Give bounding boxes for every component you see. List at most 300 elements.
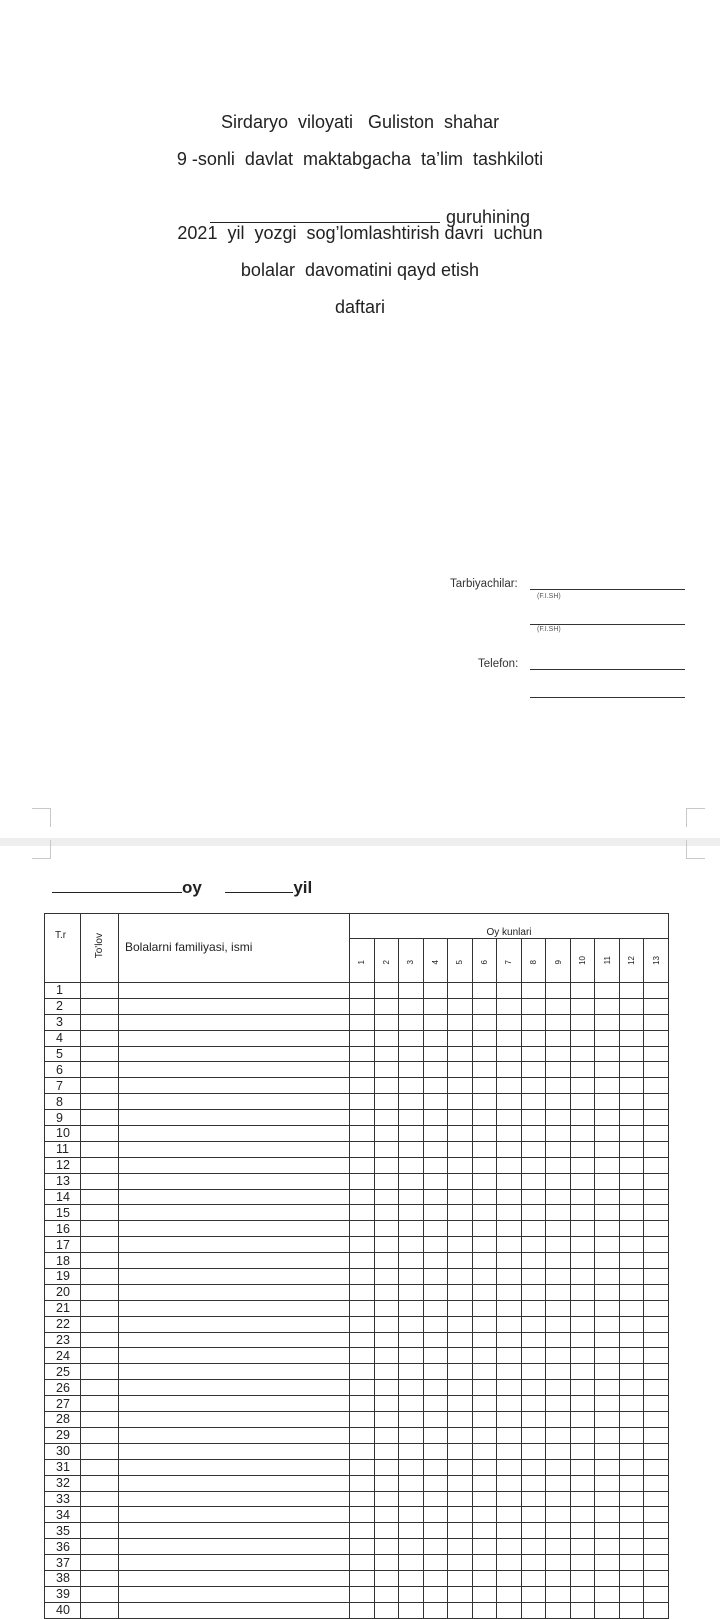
attendance-cell[interactable] (350, 1062, 375, 1078)
attendance-cell[interactable] (350, 1078, 375, 1094)
attendance-cell[interactable] (497, 1046, 522, 1062)
attendance-cell[interactable] (423, 1475, 448, 1491)
attendance-cell[interactable] (399, 1126, 424, 1142)
attendance-cell[interactable] (521, 1412, 546, 1428)
attendance-cell[interactable] (497, 1141, 522, 1157)
attendance-cell[interactable] (448, 1570, 473, 1586)
payment-cell[interactable] (81, 1221, 119, 1237)
attendance-cell[interactable] (448, 1539, 473, 1555)
attendance-cell[interactable] (570, 1189, 595, 1205)
child-name-cell[interactable] (119, 1269, 350, 1285)
payment-cell[interactable] (81, 1189, 119, 1205)
attendance-cell[interactable] (423, 1078, 448, 1094)
attendance-cell[interactable] (619, 1332, 644, 1348)
attendance-cell[interactable] (595, 1412, 620, 1428)
child-name-cell[interactable] (119, 1491, 350, 1507)
attendance-cell[interactable] (423, 1364, 448, 1380)
attendance-cell[interactable] (644, 1443, 669, 1459)
attendance-cell[interactable] (472, 1602, 497, 1618)
attendance-cell[interactable] (350, 1523, 375, 1539)
attendance-cell[interactable] (570, 1348, 595, 1364)
attendance-cell[interactable] (570, 1078, 595, 1094)
child-name-cell[interactable] (119, 998, 350, 1014)
attendance-cell[interactable] (472, 1157, 497, 1173)
attendance-cell[interactable] (399, 1443, 424, 1459)
attendance-cell[interactable] (472, 1523, 497, 1539)
attendance-cell[interactable] (521, 1046, 546, 1062)
attendance-cell[interactable] (497, 1523, 522, 1539)
attendance-cell[interactable] (521, 1443, 546, 1459)
attendance-cell[interactable] (595, 1205, 620, 1221)
attendance-cell[interactable] (619, 1173, 644, 1189)
attendance-cell[interactable] (374, 1570, 399, 1586)
attendance-cell[interactable] (619, 1157, 644, 1173)
attendance-cell[interactable] (521, 1523, 546, 1539)
month-blank[interactable] (52, 878, 182, 893)
attendance-cell[interactable] (595, 1332, 620, 1348)
attendance-cell[interactable] (521, 1459, 546, 1475)
attendance-cell[interactable] (497, 1269, 522, 1285)
child-name-cell[interactable] (119, 1348, 350, 1364)
attendance-cell[interactable] (350, 1380, 375, 1396)
payment-cell[interactable] (81, 1300, 119, 1316)
attendance-cell[interactable] (399, 1475, 424, 1491)
attendance-cell[interactable] (644, 1459, 669, 1475)
child-name-cell[interactable] (119, 1141, 350, 1157)
attendance-cell[interactable] (472, 983, 497, 999)
attendance-cell[interactable] (644, 1253, 669, 1269)
attendance-cell[interactable] (595, 1475, 620, 1491)
attendance-cell[interactable] (423, 1030, 448, 1046)
attendance-cell[interactable] (423, 1284, 448, 1300)
child-name-cell[interactable] (119, 1062, 350, 1078)
attendance-cell[interactable] (350, 1173, 375, 1189)
attendance-cell[interactable] (546, 1332, 571, 1348)
attendance-cell[interactable] (472, 1284, 497, 1300)
payment-cell[interactable] (81, 1602, 119, 1618)
payment-cell[interactable] (81, 1030, 119, 1046)
attendance-cell[interactable] (644, 1316, 669, 1332)
attendance-cell[interactable] (546, 1126, 571, 1142)
attendance-cell[interactable] (497, 1586, 522, 1602)
attendance-cell[interactable] (595, 1316, 620, 1332)
attendance-cell[interactable] (374, 998, 399, 1014)
child-name-cell[interactable] (119, 1300, 350, 1316)
attendance-cell[interactable] (595, 1570, 620, 1586)
attendance-cell[interactable] (448, 1269, 473, 1285)
attendance-cell[interactable] (595, 1253, 620, 1269)
payment-cell[interactable] (81, 1205, 119, 1221)
attendance-cell[interactable] (644, 1237, 669, 1253)
attendance-cell[interactable] (374, 1030, 399, 1046)
payment-cell[interactable] (81, 983, 119, 999)
attendance-cell[interactable] (350, 1094, 375, 1110)
attendance-cell[interactable] (423, 1348, 448, 1364)
attendance-cell[interactable] (595, 983, 620, 999)
attendance-cell[interactable] (619, 1586, 644, 1602)
attendance-cell[interactable] (497, 1412, 522, 1428)
phone-blank-1[interactable] (530, 669, 685, 670)
attendance-cell[interactable] (570, 1364, 595, 1380)
attendance-cell[interactable] (546, 1221, 571, 1237)
attendance-cell[interactable] (448, 1443, 473, 1459)
attendance-cell[interactable] (619, 1269, 644, 1285)
attendance-cell[interactable] (350, 1237, 375, 1253)
attendance-cell[interactable] (448, 1507, 473, 1523)
payment-cell[interactable] (81, 1364, 119, 1380)
attendance-cell[interactable] (448, 1380, 473, 1396)
attendance-cell[interactable] (497, 1443, 522, 1459)
attendance-cell[interactable] (399, 1586, 424, 1602)
payment-cell[interactable] (81, 1237, 119, 1253)
attendance-cell[interactable] (399, 1316, 424, 1332)
attendance-cell[interactable] (399, 1459, 424, 1475)
attendance-cell[interactable] (374, 1046, 399, 1062)
attendance-cell[interactable] (570, 1443, 595, 1459)
attendance-cell[interactable] (570, 1014, 595, 1030)
attendance-cell[interactable] (350, 1189, 375, 1205)
attendance-cell[interactable] (350, 1332, 375, 1348)
attendance-cell[interactable] (546, 1427, 571, 1443)
attendance-cell[interactable] (399, 1364, 424, 1380)
attendance-cell[interactable] (521, 1539, 546, 1555)
attendance-cell[interactable] (350, 1507, 375, 1523)
attendance-cell[interactable] (350, 1539, 375, 1555)
attendance-cell[interactable] (472, 1507, 497, 1523)
attendance-cell[interactable] (644, 1221, 669, 1237)
child-name-cell[interactable] (119, 1523, 350, 1539)
attendance-cell[interactable] (644, 1014, 669, 1030)
attendance-cell[interactable] (644, 1555, 669, 1571)
attendance-cell[interactable] (619, 1412, 644, 1428)
attendance-cell[interactable] (497, 1078, 522, 1094)
attendance-cell[interactable] (448, 1078, 473, 1094)
attendance-cell[interactable] (472, 1300, 497, 1316)
group-name-blank[interactable] (210, 208, 440, 223)
attendance-cell[interactable] (546, 1586, 571, 1602)
attendance-cell[interactable] (497, 1555, 522, 1571)
attendance-cell[interactable] (619, 1539, 644, 1555)
attendance-cell[interactable] (497, 1380, 522, 1396)
attendance-cell[interactable] (595, 1348, 620, 1364)
child-name-cell[interactable] (119, 1030, 350, 1046)
attendance-cell[interactable] (374, 1284, 399, 1300)
attendance-cell[interactable] (619, 1110, 644, 1126)
attendance-cell[interactable] (595, 1030, 620, 1046)
attendance-cell[interactable] (399, 1300, 424, 1316)
attendance-cell[interactable] (644, 1491, 669, 1507)
attendance-cell[interactable] (570, 1459, 595, 1475)
attendance-cell[interactable] (497, 1094, 522, 1110)
attendance-cell[interactable] (521, 1507, 546, 1523)
child-name-cell[interactable] (119, 1253, 350, 1269)
attendance-cell[interactable] (546, 998, 571, 1014)
attendance-cell[interactable] (399, 1237, 424, 1253)
payment-cell[interactable] (81, 1332, 119, 1348)
attendance-cell[interactable] (423, 1491, 448, 1507)
attendance-cell[interactable] (350, 1602, 375, 1618)
payment-cell[interactable] (81, 1412, 119, 1428)
attendance-cell[interactable] (448, 1332, 473, 1348)
attendance-cell[interactable] (595, 1126, 620, 1142)
attendance-cell[interactable] (644, 1189, 669, 1205)
payment-cell[interactable] (81, 1014, 119, 1030)
attendance-cell[interactable] (521, 1475, 546, 1491)
attendance-cell[interactable] (374, 1173, 399, 1189)
attendance-cell[interactable] (399, 1555, 424, 1571)
child-name-cell[interactable] (119, 1555, 350, 1571)
attendance-cell[interactable] (350, 1412, 375, 1428)
payment-cell[interactable] (81, 1459, 119, 1475)
child-name-cell[interactable] (119, 1078, 350, 1094)
attendance-cell[interactable] (472, 998, 497, 1014)
payment-cell[interactable] (81, 1475, 119, 1491)
payment-cell[interactable] (81, 1126, 119, 1142)
phone-blank-2[interactable] (530, 697, 685, 698)
attendance-cell[interactable] (448, 1427, 473, 1443)
attendance-cell[interactable] (350, 1253, 375, 1269)
attendance-cell[interactable] (521, 1221, 546, 1237)
attendance-cell[interactable] (497, 1396, 522, 1412)
attendance-cell[interactable] (399, 1570, 424, 1586)
attendance-cell[interactable] (521, 1316, 546, 1332)
attendance-cell[interactable] (448, 1523, 473, 1539)
attendance-cell[interactable] (619, 1602, 644, 1618)
attendance-cell[interactable] (595, 1364, 620, 1380)
attendance-cell[interactable] (497, 1157, 522, 1173)
attendance-cell[interactable] (619, 1555, 644, 1571)
attendance-cell[interactable] (570, 1570, 595, 1586)
attendance-cell[interactable] (619, 1062, 644, 1078)
attendance-cell[interactable] (448, 1014, 473, 1030)
attendance-cell[interactable] (546, 1062, 571, 1078)
attendance-cell[interactable] (374, 1364, 399, 1380)
attendance-cell[interactable] (521, 1141, 546, 1157)
attendance-cell[interactable] (374, 1507, 399, 1523)
attendance-cell[interactable] (619, 1094, 644, 1110)
attendance-cell[interactable] (374, 1221, 399, 1237)
attendance-cell[interactable] (570, 1253, 595, 1269)
attendance-cell[interactable] (448, 1412, 473, 1428)
attendance-cell[interactable] (570, 1523, 595, 1539)
attendance-cell[interactable] (619, 1348, 644, 1364)
attendance-cell[interactable] (399, 1221, 424, 1237)
attendance-cell[interactable] (521, 1364, 546, 1380)
attendance-cell[interactable] (644, 1094, 669, 1110)
payment-cell[interactable] (81, 1046, 119, 1062)
attendance-cell[interactable] (546, 1364, 571, 1380)
attendance-cell[interactable] (374, 1078, 399, 1094)
attendance-cell[interactable] (350, 1126, 375, 1142)
attendance-cell[interactable] (350, 1475, 375, 1491)
attendance-cell[interactable] (619, 983, 644, 999)
attendance-cell[interactable] (472, 1094, 497, 1110)
attendance-cell[interactable] (448, 1094, 473, 1110)
attendance-cell[interactable] (472, 1348, 497, 1364)
attendance-cell[interactable] (619, 1030, 644, 1046)
attendance-cell[interactable] (497, 983, 522, 999)
attendance-cell[interactable] (448, 1157, 473, 1173)
attendance-cell[interactable] (472, 1459, 497, 1475)
child-name-cell[interactable] (119, 1126, 350, 1142)
attendance-cell[interactable] (570, 1157, 595, 1173)
payment-cell[interactable] (81, 998, 119, 1014)
attendance-cell[interactable] (619, 998, 644, 1014)
child-name-cell[interactable] (119, 1046, 350, 1062)
attendance-cell[interactable] (423, 1141, 448, 1157)
attendance-cell[interactable] (521, 1586, 546, 1602)
attendance-cell[interactable] (423, 1507, 448, 1523)
attendance-cell[interactable] (423, 983, 448, 999)
attendance-cell[interactable] (448, 1284, 473, 1300)
attendance-cell[interactable] (399, 1046, 424, 1062)
attendance-cell[interactable] (644, 1110, 669, 1126)
attendance-cell[interactable] (521, 1030, 546, 1046)
attendance-cell[interactable] (448, 1602, 473, 1618)
attendance-cell[interactable] (472, 1443, 497, 1459)
attendance-cell[interactable] (644, 1396, 669, 1412)
attendance-cell[interactable] (423, 1316, 448, 1332)
attendance-cell[interactable] (570, 1475, 595, 1491)
attendance-cell[interactable] (570, 1110, 595, 1126)
attendance-cell[interactable] (374, 1443, 399, 1459)
attendance-cell[interactable] (546, 1110, 571, 1126)
attendance-cell[interactable] (448, 1586, 473, 1602)
attendance-cell[interactable] (472, 1586, 497, 1602)
attendance-cell[interactable] (570, 1380, 595, 1396)
attendance-cell[interactable] (448, 1221, 473, 1237)
attendance-cell[interactable] (497, 1284, 522, 1300)
payment-cell[interactable] (81, 1523, 119, 1539)
attendance-cell[interactable] (472, 1539, 497, 1555)
attendance-cell[interactable] (472, 1316, 497, 1332)
attendance-cell[interactable] (472, 1126, 497, 1142)
attendance-cell[interactable] (521, 1078, 546, 1094)
attendance-cell[interactable] (448, 1316, 473, 1332)
attendance-cell[interactable] (497, 998, 522, 1014)
attendance-cell[interactable] (350, 1221, 375, 1237)
attendance-cell[interactable] (546, 983, 571, 999)
attendance-cell[interactable] (644, 1157, 669, 1173)
attendance-cell[interactable] (521, 1602, 546, 1618)
attendance-cell[interactable] (546, 1602, 571, 1618)
attendance-cell[interactable] (399, 1062, 424, 1078)
attendance-cell[interactable] (619, 1014, 644, 1030)
payment-cell[interactable] (81, 1284, 119, 1300)
attendance-cell[interactable] (595, 1586, 620, 1602)
attendance-cell[interactable] (570, 983, 595, 999)
attendance-cell[interactable] (644, 1284, 669, 1300)
attendance-cell[interactable] (570, 1126, 595, 1142)
attendance-cell[interactable] (497, 1570, 522, 1586)
attendance-cell[interactable] (546, 1046, 571, 1062)
attendance-cell[interactable] (472, 1364, 497, 1380)
attendance-cell[interactable] (472, 1237, 497, 1253)
attendance-cell[interactable] (423, 1110, 448, 1126)
attendance-cell[interactable] (472, 1491, 497, 1507)
attendance-cell[interactable] (448, 1300, 473, 1316)
attendance-cell[interactable] (595, 1491, 620, 1507)
attendance-cell[interactable] (644, 1062, 669, 1078)
child-name-cell[interactable] (119, 1284, 350, 1300)
attendance-cell[interactable] (497, 1507, 522, 1523)
attendance-cell[interactable] (374, 1189, 399, 1205)
attendance-cell[interactable] (595, 1173, 620, 1189)
attendance-cell[interactable] (350, 983, 375, 999)
attendance-cell[interactable] (644, 1141, 669, 1157)
child-name-cell[interactable] (119, 1332, 350, 1348)
attendance-cell[interactable] (595, 1237, 620, 1253)
payment-cell[interactable] (81, 1173, 119, 1189)
attendance-cell[interactable] (521, 1269, 546, 1285)
attendance-cell[interactable] (472, 1189, 497, 1205)
attendance-cell[interactable] (448, 1062, 473, 1078)
attendance-cell[interactable] (619, 1205, 644, 1221)
attendance-cell[interactable] (399, 1539, 424, 1555)
attendance-cell[interactable] (399, 1523, 424, 1539)
attendance-cell[interactable] (374, 1380, 399, 1396)
attendance-cell[interactable] (374, 1237, 399, 1253)
attendance-cell[interactable] (595, 1141, 620, 1157)
attendance-cell[interactable] (546, 1348, 571, 1364)
attendance-cell[interactable] (497, 1316, 522, 1332)
attendance-cell[interactable] (350, 1443, 375, 1459)
child-name-cell[interactable] (119, 1094, 350, 1110)
attendance-cell[interactable] (472, 1380, 497, 1396)
attendance-cell[interactable] (472, 1570, 497, 1586)
attendance-cell[interactable] (570, 1094, 595, 1110)
attendance-cell[interactable] (374, 1491, 399, 1507)
attendance-cell[interactable] (374, 1523, 399, 1539)
attendance-cell[interactable] (521, 1348, 546, 1364)
attendance-cell[interactable] (521, 1189, 546, 1205)
attendance-cell[interactable] (497, 1491, 522, 1507)
attendance-cell[interactable] (570, 1030, 595, 1046)
attendance-cell[interactable] (497, 1110, 522, 1126)
payment-cell[interactable] (81, 1094, 119, 1110)
attendance-cell[interactable] (595, 1539, 620, 1555)
attendance-cell[interactable] (619, 1507, 644, 1523)
year-blank[interactable] (225, 878, 293, 893)
attendance-cell[interactable] (644, 1046, 669, 1062)
attendance-cell[interactable] (595, 1555, 620, 1571)
child-name-cell[interactable] (119, 1189, 350, 1205)
attendance-cell[interactable] (350, 1269, 375, 1285)
attendance-cell[interactable] (570, 1300, 595, 1316)
attendance-cell[interactable] (521, 1237, 546, 1253)
attendance-cell[interactable] (619, 1126, 644, 1142)
attendance-cell[interactable] (423, 1221, 448, 1237)
attendance-cell[interactable] (374, 1459, 399, 1475)
attendance-cell[interactable] (399, 1173, 424, 1189)
attendance-cell[interactable] (521, 1300, 546, 1316)
attendance-cell[interactable] (374, 1475, 399, 1491)
attendance-cell[interactable] (472, 1078, 497, 1094)
attendance-cell[interactable] (423, 1459, 448, 1475)
attendance-cell[interactable] (595, 1221, 620, 1237)
attendance-cell[interactable] (472, 1062, 497, 1078)
attendance-cell[interactable] (448, 1030, 473, 1046)
attendance-cell[interactable] (546, 1094, 571, 1110)
attendance-cell[interactable] (350, 1555, 375, 1571)
attendance-cell[interactable] (619, 1427, 644, 1443)
attendance-cell[interactable] (546, 1443, 571, 1459)
attendance-cell[interactable] (644, 1427, 669, 1443)
attendance-cell[interactable] (497, 1173, 522, 1189)
attendance-cell[interactable] (350, 1586, 375, 1602)
child-name-cell[interactable] (119, 1507, 350, 1523)
attendance-cell[interactable] (521, 983, 546, 999)
